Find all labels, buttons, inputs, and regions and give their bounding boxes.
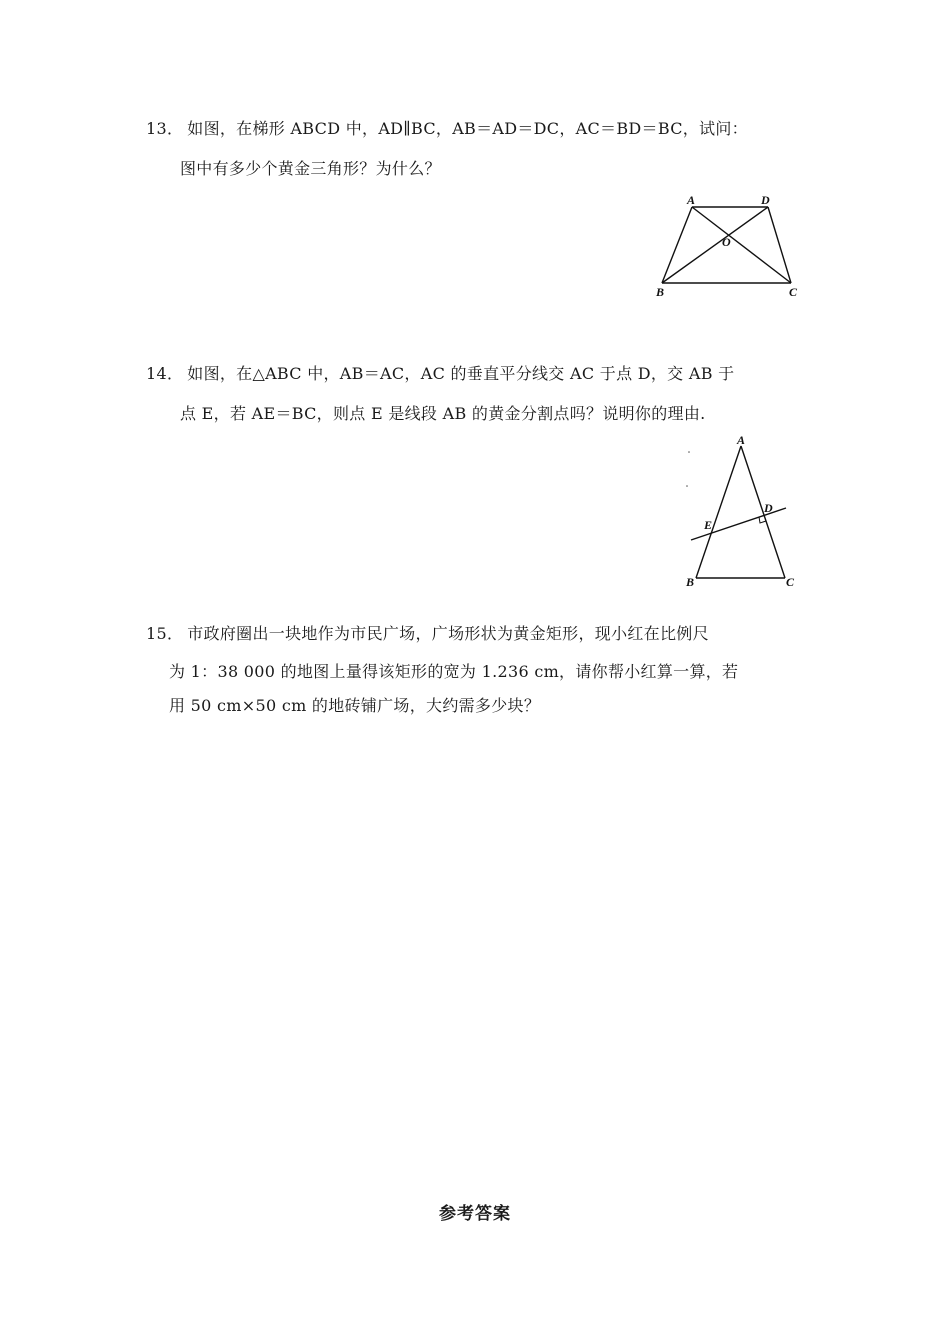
segment-dc xyxy=(768,207,791,283)
label-e: E xyxy=(704,518,713,532)
triangle-svg xyxy=(680,432,800,592)
problem-13-number: 13． xyxy=(146,119,184,138)
trapezoid-figure xyxy=(650,190,810,314)
stray-dot xyxy=(686,485,688,487)
problem-14-line-2: 点 E，若 AE＝BC，则点 E 是线段 AB 的黄金分割点吗？说明你的理由. xyxy=(180,404,706,423)
problem-15-line-2: 为 1：38 000 的地图上量得该矩形的宽为 1.236 cm，请你帮小红算一算，若 xyxy=(169,662,739,681)
problem-14-line-1 xyxy=(146,364,734,384)
stray-dot xyxy=(688,451,690,453)
label-b: B xyxy=(686,575,695,589)
problem-15-line-3: 用 50 cm×50 cm 的地砖铺广场，大约需多少块？ xyxy=(169,696,541,715)
label-d: D xyxy=(761,193,770,207)
triangle-figure xyxy=(680,432,800,596)
segment-ab xyxy=(696,446,741,578)
label-a: A xyxy=(687,193,696,207)
label-c: C xyxy=(786,575,795,589)
problem-13-text-1: 如图，在梯形 ABCD 中，AD∥BC，AB＝AD＝DC，AC＝BD＝BC，试问： xyxy=(187,119,748,138)
problem-14-number: 14． xyxy=(146,364,184,383)
segment-ac xyxy=(741,446,785,578)
segment-ac xyxy=(692,207,791,283)
problem-15-number: 15． xyxy=(146,624,184,643)
label-c: C xyxy=(789,285,798,299)
segment-bd xyxy=(662,207,768,283)
label-d: D xyxy=(764,501,773,515)
problem-15-text-1: 市政府圈出一块地作为市民广场，广场形状为黄金矩形，现小红在比例尺 xyxy=(187,624,709,643)
label-b: B xyxy=(656,285,665,299)
label-a: A xyxy=(737,433,746,447)
problem-13-line-1 xyxy=(146,119,748,139)
trapezoid-svg xyxy=(650,190,810,310)
label-o: O xyxy=(722,235,731,249)
problem-14-text-1: 如图，在△ABC 中，AB＝AC，AC 的垂直平分线交 AC 于点 D，交 AB 于 xyxy=(187,364,735,383)
problem-13-line-2: 图中有多少个黄金三角形？为什么？ xyxy=(180,159,441,178)
answer-heading: 参考答案 xyxy=(439,1204,511,1224)
problem-15-line-1 xyxy=(146,624,709,644)
